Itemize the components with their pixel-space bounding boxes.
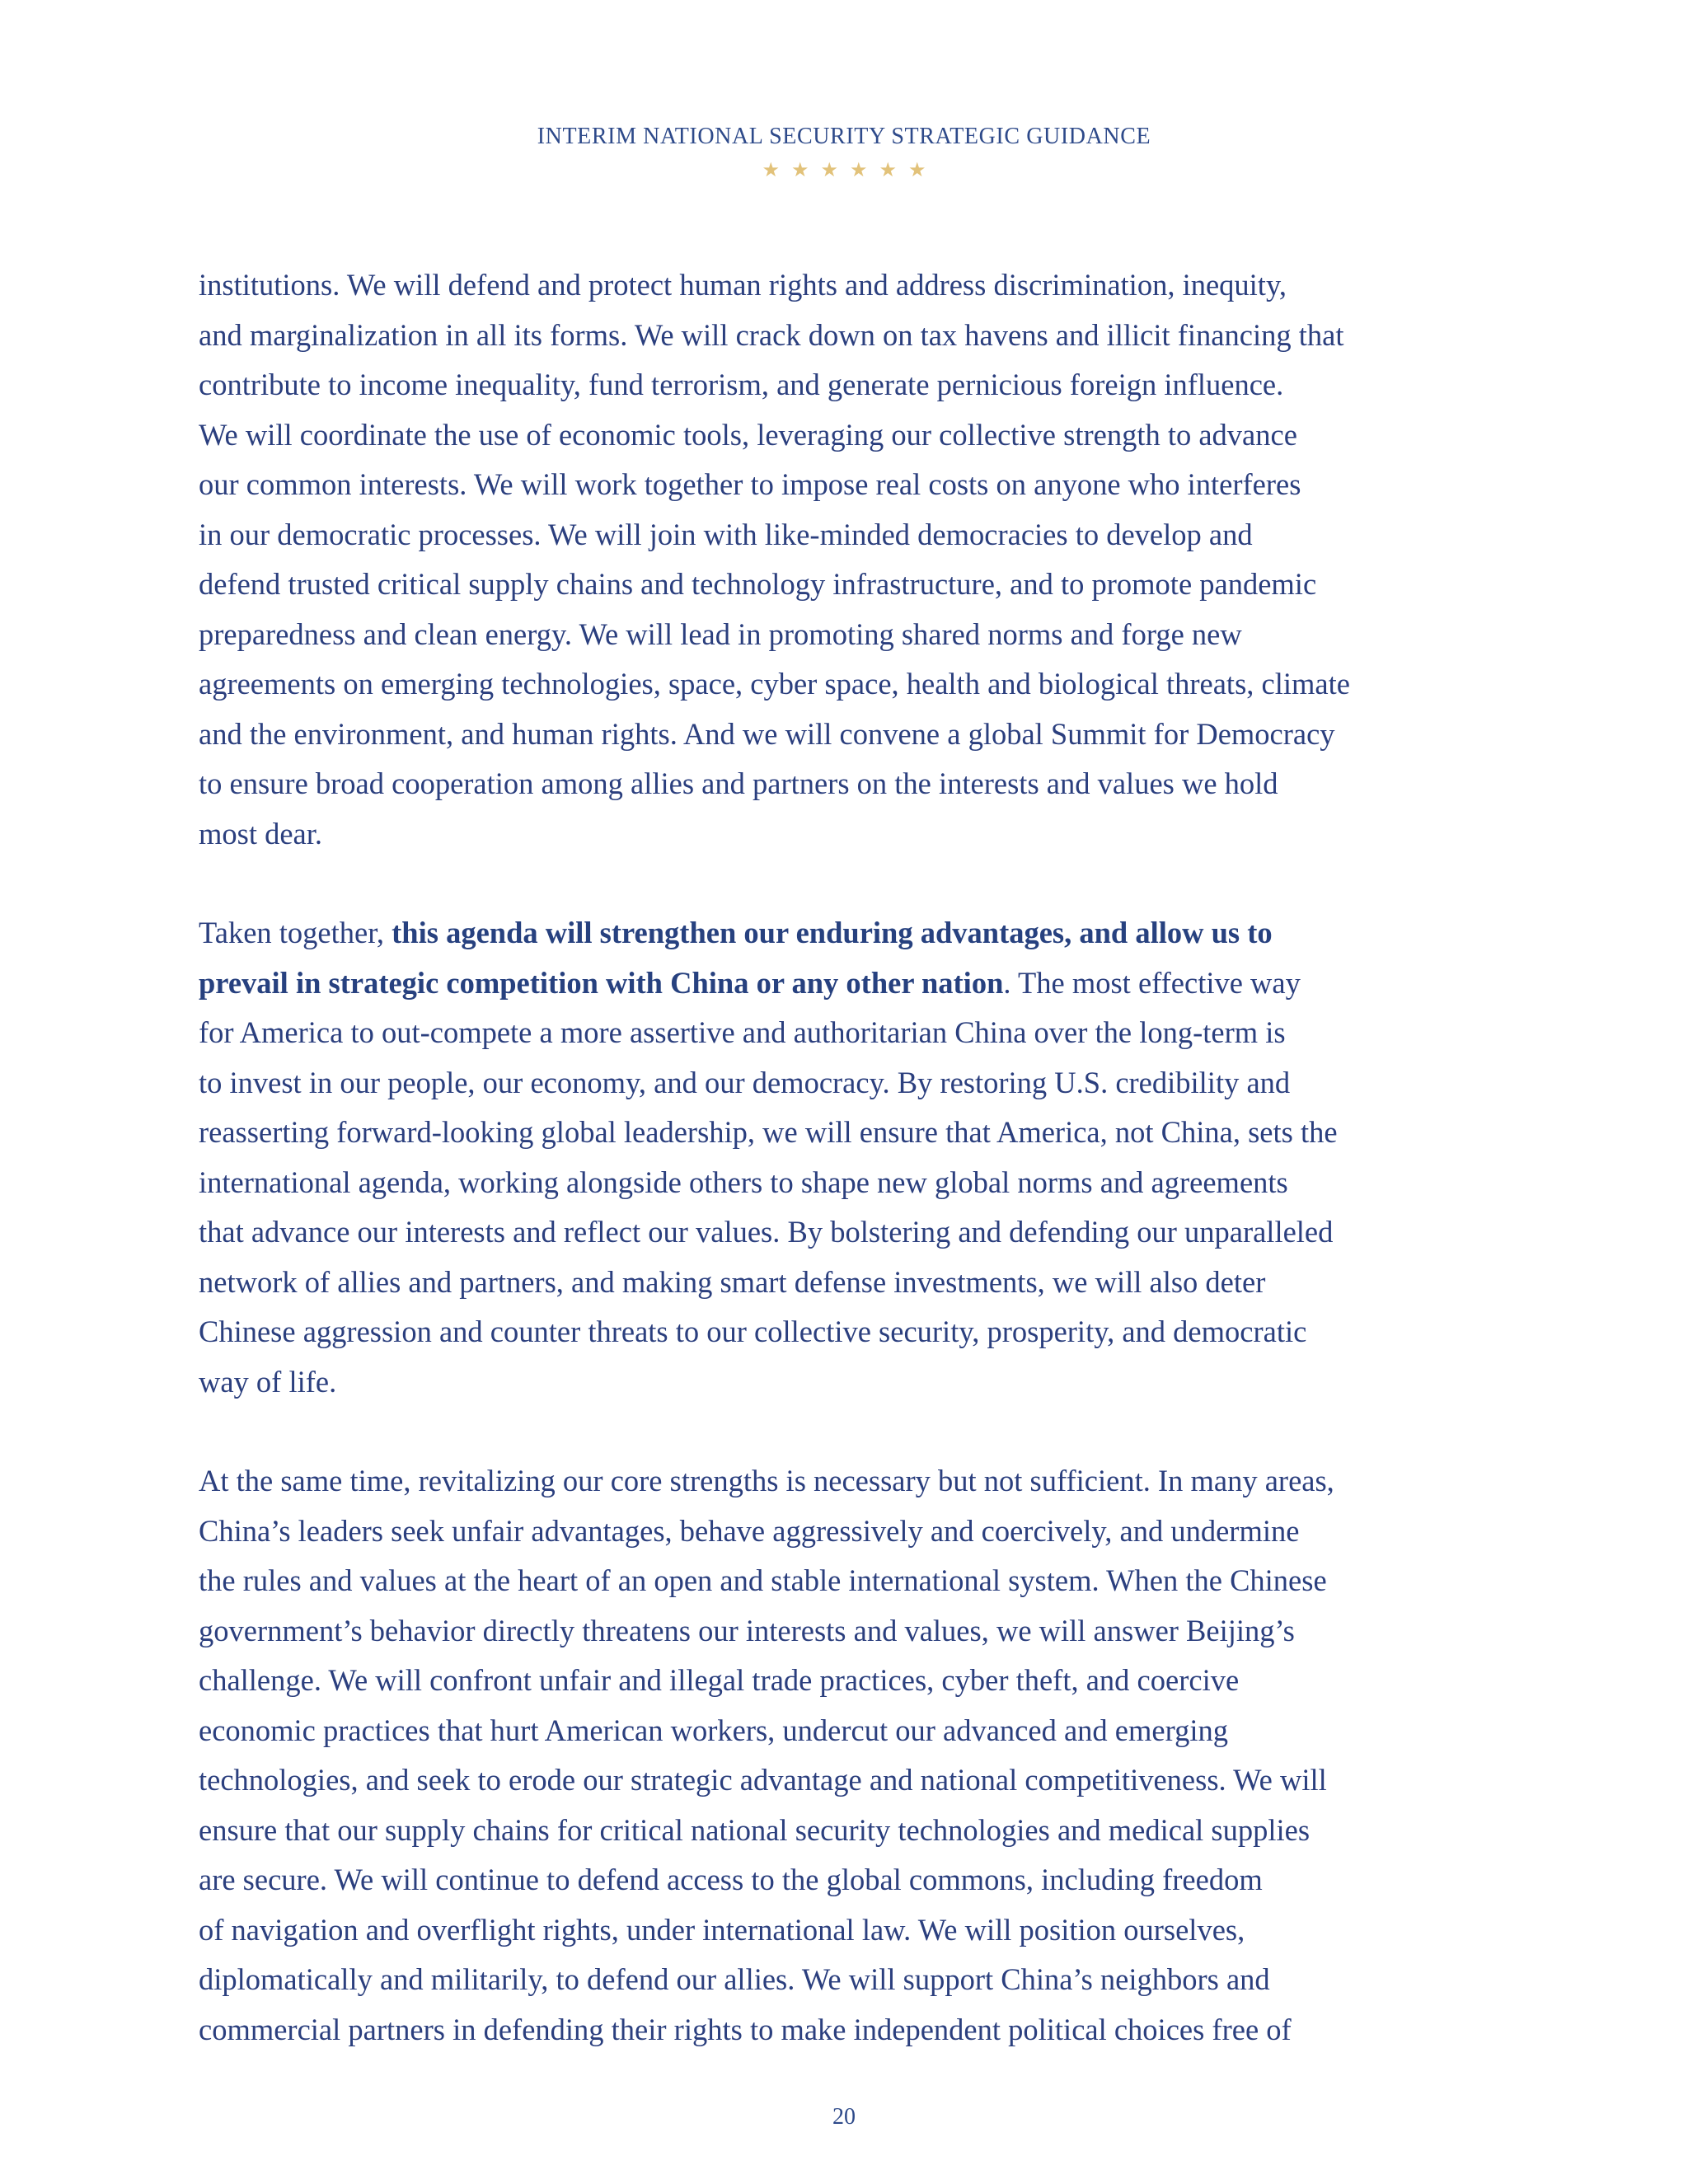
document-body <box>199 260 1517 2104</box>
text-line: most dear. <box>199 816 323 851</box>
bold-emphasis: prevail in strategic competition with China or any other nation <box>199 965 1004 1000</box>
text-line: diplomatically and militarily, to defend our allies. We will support China’s neighbors and <box>199 1962 1270 1996</box>
text-line: of navigation and overflight rights, under international law. We will position ourselves, <box>199 1912 1245 1947</box>
document-header <box>0 124 1688 182</box>
text-line <box>199 908 1517 958</box>
text-line: contribute to income inequality, fund terrorism, and generate pernicious foreign influence. <box>199 368 1284 401</box>
text-line: are secure. We will continue to defend access to the global commons, including freedom <box>199 1863 1263 1896</box>
bold-emphasis: this agenda will strengthen our enduring advantages, and allow us to <box>392 916 1273 949</box>
text-line: ensure that our supply chains for critical national security technologies and medical supplies <box>199 1812 1311 1847</box>
page-number: 20 <box>832 2104 856 2130</box>
text-line: economic practices that hurt American workers, undercut our advanced and emerging <box>199 1713 1228 1747</box>
paragraph-1 <box>199 260 1517 859</box>
text-line: preparedness and clean energy. We will lead in promoting shared norms and forge new <box>199 616 1242 651</box>
text-line: government’s behavior directly threatens our interests and values, we will answer Beijing’s <box>199 1613 1295 1647</box>
text-line: institutions. We will defend and protect human rights and address discrimination, inequity, <box>199 268 1287 302</box>
text-line: network of allies and partners, and making smart defense investments, we will also deter <box>199 1264 1266 1299</box>
text-line: technologies, and seek to erode our strategic advantage and national competitiveness. We will <box>199 1763 1327 1797</box>
text-line: reasserting forward-looking global leadership, we will ensure that America, not China, sets the <box>199 1115 1338 1149</box>
text-line: and marginalization in all its forms. We will crack down on tax havens and illicit financing that <box>199 317 1344 352</box>
text-line: commercial partners in defending their rights to make independent political choices free of <box>199 2012 1292 2046</box>
text-line: in our democratic processes. We will join with like-minded democracies to develop and <box>199 517 1253 551</box>
plain-text: Taken together, <box>199 916 392 949</box>
text-line: to ensure broad cooperation among allies and partners on the interests and values we hold <box>199 766 1278 800</box>
text-line: our common interests. We will work together to impose real costs on anyone who interferes <box>199 467 1301 501</box>
text-line: agreements on emerging technologies, space, cyber space, health and biological threats, climate <box>199 667 1350 701</box>
text-line: Chinese aggression and counter threats to our collective security, prosperity, and democratic <box>199 1315 1307 1348</box>
text-line: We will coordinate the use of economic tools, leveraging our collective strength to advance <box>199 417 1297 452</box>
plain-text: . The most effective way <box>1003 965 1301 1000</box>
paragraph-3 <box>199 1456 1517 2055</box>
text-line <box>199 958 1517 1009</box>
text-line: international agenda, working alongside others to shape new global norms and agreements <box>199 1165 1288 1199</box>
text-line: that advance our interests and reflect our values. By bolstering and defending our unparalleled <box>199 1215 1334 1249</box>
text-line: China’s leaders seek unfair advantages, behave aggressively and coercively, and undermine <box>199 1513 1300 1548</box>
decorative-stars-icon: ★★★★★★ <box>762 160 938 181</box>
text-line: and the environment, and human rights. And we will convene a global Summit for Democracy <box>199 716 1335 751</box>
text-line: for America to out-compete a more assertive and authoritarian China over the long-term is <box>199 1015 1286 1049</box>
document-title: INTERIM NATIONAL SECURITY STRATEGIC GUIDANCE <box>537 124 1151 149</box>
text-line: the rules and values at the heart of an open and stable international system. When the Chinese <box>199 1563 1327 1597</box>
text-line: defend trusted critical supply chains and technology infrastructure, and to promote pandemic <box>199 567 1317 601</box>
text-line: to invest in our people, our economy, and our democracy. By restoring U.S. credibility and <box>199 1065 1291 1099</box>
paragraph-2 <box>199 908 1517 1407</box>
text-line: way of life. <box>199 1364 337 1399</box>
text-line: challenge. We will confront unfair and illegal trade practices, cyber theft, and coercive <box>199 1663 1240 1697</box>
text-line: At the same time, revitalizing our core strengths is necessary but not sufficient. In many areas, <box>199 1464 1334 1497</box>
